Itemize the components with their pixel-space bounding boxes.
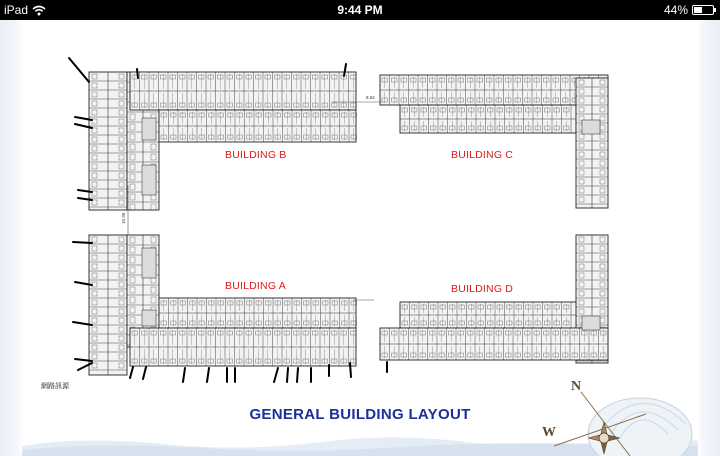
- battery-percent: 44%: [663, 3, 688, 17]
- building-d-label: BUILDING D: [451, 283, 514, 295]
- document-page[interactable]: [22, 20, 698, 456]
- entry-arrow: [274, 368, 278, 382]
- dimension-label-bc: 8.52: [366, 95, 375, 100]
- building-a-label: BUILDING A: [225, 280, 286, 292]
- entry-arrow: [73, 242, 92, 243]
- entry-arrow: [350, 363, 351, 377]
- entry-arrow: [183, 368, 185, 382]
- device-name: iPad: [4, 3, 29, 17]
- unit-block: [582, 316, 600, 330]
- source-note: 網路訊源: [41, 383, 69, 390]
- entry-arrow: [287, 368, 288, 382]
- status-bar: [0, 0, 720, 20]
- entry-arrow: [130, 367, 133, 378]
- building-c-label: BUILDING C: [451, 149, 514, 161]
- status-time: 9:44 PM: [337, 3, 383, 17]
- compass-north-label: N: [571, 379, 582, 394]
- unit-block: [142, 310, 156, 326]
- battery-icon: [692, 5, 714, 15]
- unit-block: [142, 248, 156, 278]
- unit-block: [582, 120, 600, 134]
- entry-arrow: [137, 69, 138, 78]
- unit-block: [142, 165, 156, 195]
- entry-arrow: [297, 368, 298, 382]
- dimension-label-ab: 10.30: [121, 212, 126, 224]
- unit-block: [142, 118, 156, 140]
- entry-arrow: [207, 368, 209, 382]
- battery-fill: [694, 7, 702, 13]
- document-viewer[interactable]: [0, 20, 720, 456]
- entry-arrow: [143, 367, 146, 379]
- layout-title: GENERAL BUILDING LAYOUT: [249, 406, 471, 423]
- compass-west-label: W: [542, 425, 556, 440]
- entry-arrow: [69, 58, 89, 82]
- compass-rose-icon: [522, 374, 698, 456]
- building-b-label: BUILDING B: [225, 149, 287, 161]
- unit-blocks: [89, 72, 608, 375]
- status-right: [664, 3, 714, 17]
